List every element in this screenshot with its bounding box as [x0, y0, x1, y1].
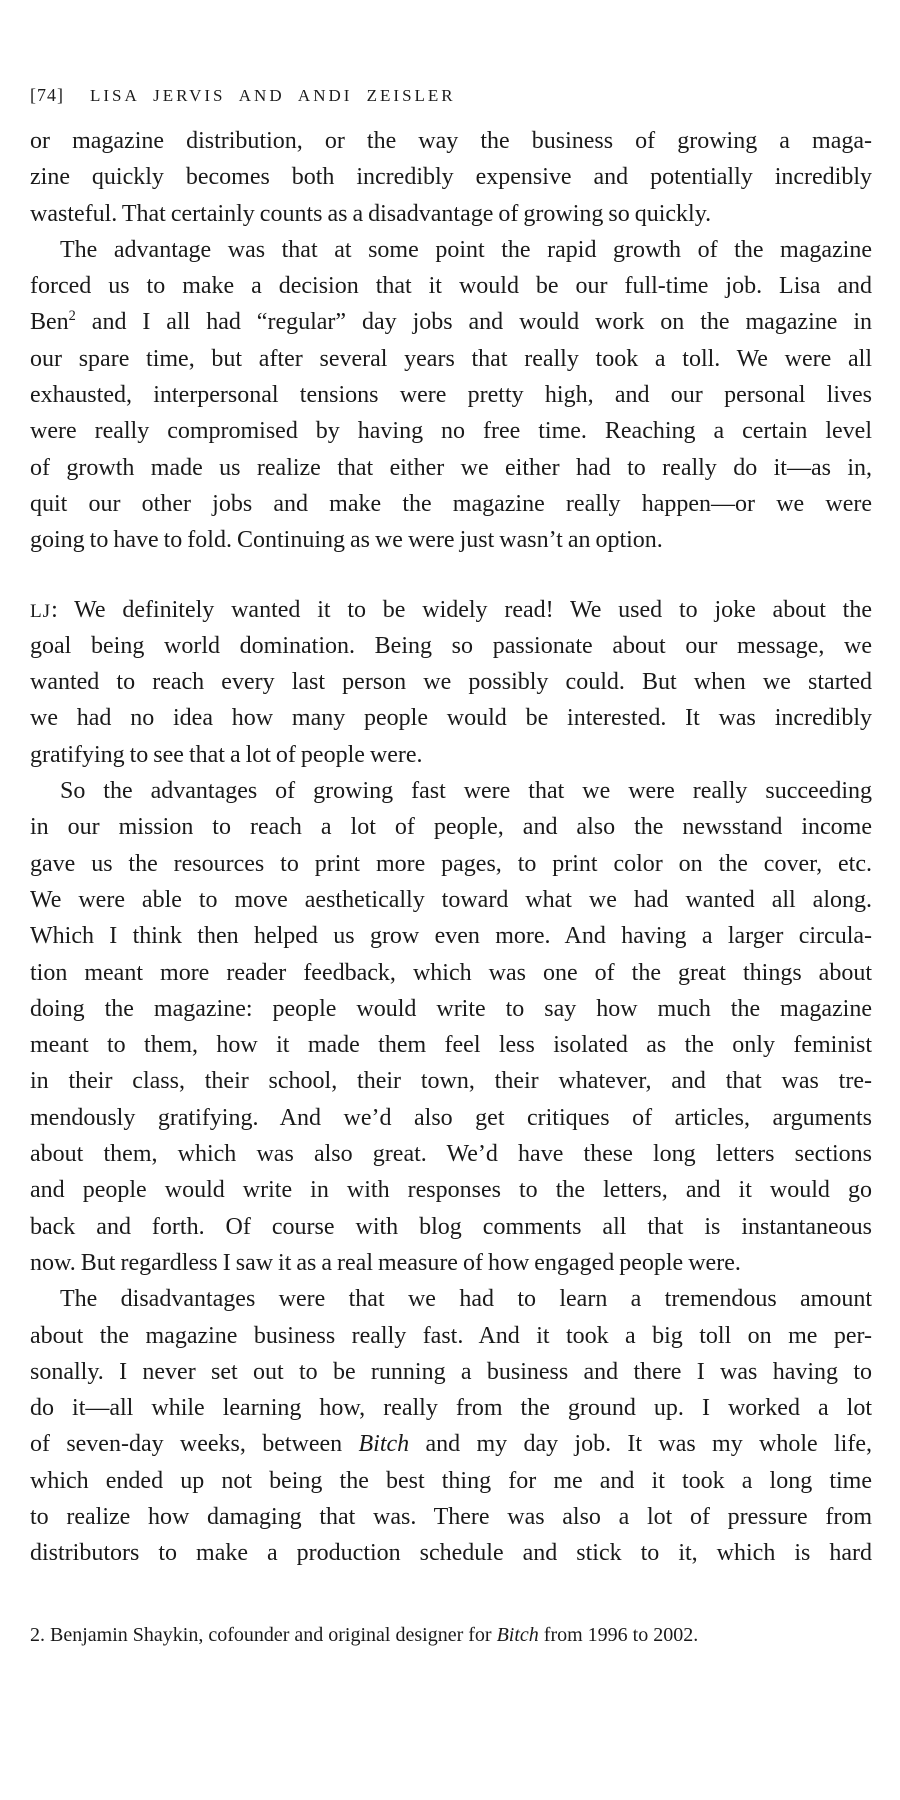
text-line — [30, 955, 872, 991]
text-segment: about them, which was also great. We’d have these long letters sections — [30, 1141, 872, 1168]
text-segment: in our mission to reach a lot of people, and also the newsstand income — [30, 814, 872, 841]
text-line — [30, 1318, 872, 1354]
paragraph — [30, 592, 872, 773]
text-line — [30, 232, 872, 268]
text-segment: zine quickly becomes both incredibly expensive and potentially incredibly — [30, 164, 872, 191]
text-segment: from 1996 to 2002. — [538, 1623, 699, 1646]
text-segment: Which I think then helped us grow even more. And having a larger circula- — [30, 923, 872, 950]
text-segment: The advantage was that at some point the rapid growth of the magazine — [60, 236, 872, 263]
text-segment: and I all had “regular” day jobs and would work on the magazine in — [75, 309, 872, 336]
text-line — [30, 450, 872, 486]
text-segment: back and forth. Of course with blog comments all that is instantaneous — [30, 1213, 872, 1240]
text-segment: So the advantages of growing fast were that we were really succeeding — [60, 778, 872, 805]
page-body — [30, 123, 872, 1572]
text-segment: in their class, their school, their town, their whatever, and that was tre- — [30, 1068, 872, 1095]
page-header — [30, 84, 872, 107]
text-line — [30, 159, 872, 195]
text-line — [30, 846, 872, 882]
italic-text: Bitch — [496, 1623, 539, 1646]
text-line — [30, 700, 872, 736]
text-line — [30, 1136, 872, 1172]
text-line — [30, 268, 872, 304]
text-line — [30, 918, 872, 954]
text-segment: mendously gratifying. And we’d also get critiques of articles, arguments — [30, 1104, 872, 1131]
text-segment: and my day job. It was my whole life, — [409, 1431, 872, 1458]
text-line — [30, 991, 872, 1027]
text-line — [30, 1100, 872, 1136]
text-line — [30, 1390, 872, 1426]
text-line — [30, 377, 872, 413]
text-line — [30, 737, 872, 773]
text-line — [30, 664, 872, 700]
text-segment: The disadvantages were that we had to learn a tremendous amount — [60, 1286, 872, 1313]
text-segment: to realize how damaging that was. There was also a lot of pressure from — [30, 1503, 872, 1530]
text-line — [30, 1172, 872, 1208]
text-line — [30, 341, 872, 377]
text-segment: were really compromised by having no free time. Reaching a certain level — [30, 418, 872, 445]
text-line — [30, 1209, 872, 1245]
text-segment: of growth made us realize that either we either had to really do it—as in, — [30, 454, 872, 481]
text-segment: gratifying to see that a lot of people were. — [30, 741, 423, 768]
text-segment: distributors to make a production schedule and stick to it, which is hard — [30, 1540, 872, 1567]
paragraph — [30, 232, 872, 559]
text-line — [30, 1245, 872, 1281]
text-segment: meant to them, how it made them feel less isolated as the only feminist — [30, 1032, 872, 1059]
page-number: [74] — [30, 85, 64, 105]
text-segment: tion meant more reader feedback, which was one of the great things about — [30, 959, 872, 986]
text-line — [30, 1535, 872, 1571]
text-segment: : We definitely wanted it to be widely read! We used to joke about the — [51, 596, 872, 623]
text-segment: doing the magazine: people would write to say how much the magazine — [30, 995, 872, 1022]
text-segment: wasteful. That certainly counts as a disadvantage of growing so quickly. — [30, 200, 712, 227]
text-segment: 2. Benjamin Shaykin, cofounder and original designer for — [30, 1623, 497, 1646]
text-segment: and people would write in with responses to the letters, and it would go — [30, 1177, 872, 1204]
text-segment: Ben — [30, 309, 69, 336]
text-line — [30, 413, 872, 449]
text-segment: forced us to make a decision that it would be our full-time job. Lisa and — [30, 273, 872, 300]
text-line — [30, 628, 872, 664]
text-line — [30, 1499, 872, 1535]
paragraph — [30, 1281, 872, 1571]
text-line — [30, 1063, 872, 1099]
footnote-reference: 2 — [68, 308, 76, 325]
text-line — [30, 1354, 872, 1390]
footnote — [30, 1622, 872, 1649]
paragraph — [30, 123, 872, 232]
text-line — [30, 123, 872, 159]
text-line — [30, 486, 872, 522]
running-title: LISA JERVIS AND ANDI ZEISLER — [90, 86, 456, 105]
text-line — [30, 522, 872, 558]
text-segment: we had no idea how many people would be interested. It was incredibly — [30, 705, 872, 732]
text-line — [30, 592, 872, 628]
text-segment: gave us the resources to print more pages, to print color on the cover, etc. — [30, 850, 872, 877]
text-line — [30, 1027, 872, 1063]
text-segment: about the magazine business really fast. And it took a big toll on me per- — [30, 1322, 872, 1349]
text-segment: goal being world domination. Being so passionate about our message, we — [30, 632, 872, 659]
text-segment: going to have to fold. Continuing as we were just wasn’t an option. — [30, 527, 663, 554]
text-segment: We were able to move aesthetically toward what we had wanted all along. — [30, 886, 872, 913]
text-line — [30, 1281, 872, 1317]
italic-text: Bitch — [358, 1431, 410, 1458]
text-segment: wanted to reach every last person we possibly could. But when we started — [30, 669, 872, 696]
text-line — [30, 882, 872, 918]
text-line — [30, 773, 872, 809]
text-segment: exhausted, interpersonal tensions were pretty high, and our personal lives — [30, 382, 872, 409]
text-segment: sonally. I never set out to be running a business and there I was having to — [30, 1358, 872, 1385]
text-line — [30, 304, 872, 340]
text-line — [30, 1463, 872, 1499]
text-segment: our spare time, but after several years that really took a toll. We were all — [30, 345, 872, 372]
text-segment: or magazine distribution, or the way the business of growing a maga- — [30, 128, 872, 154]
text-line — [30, 1426, 872, 1462]
text-segment: of seven-day weeks, between — [30, 1431, 359, 1458]
text-segment: do it—all while learning how, really from the ground up. I worked a lot — [30, 1395, 872, 1422]
text-segment: quit our other jobs and make the magazine really happen—or we were — [30, 490, 872, 517]
text-line — [30, 809, 872, 845]
paragraph — [30, 773, 872, 1281]
speaker-initials: LJ — [30, 600, 52, 622]
text-segment: which ended up not being the best thing for me and it took a long time — [30, 1467, 872, 1494]
text-line — [30, 196, 872, 232]
text-segment: now. But regardless I saw it as a real measure of how engaged people were. — [30, 1249, 741, 1276]
